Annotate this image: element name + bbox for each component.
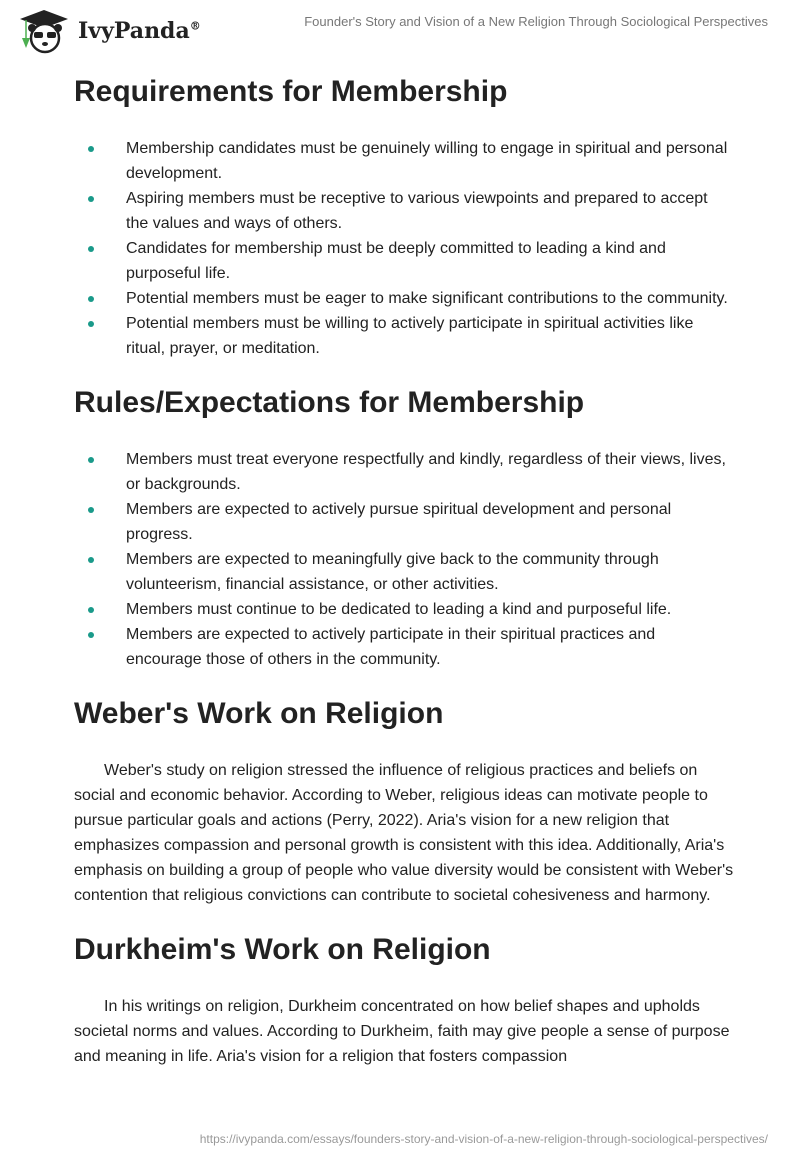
- requirements-list: [74, 136, 734, 361]
- bullet-icon: [88, 146, 94, 152]
- section-heading: Rules/Expectations for Membership: [74, 386, 585, 419]
- paragraph: In his writings on religion, Durkheim concentrated on how belief shapes and upholds societal norms and values. According to Durkheim, faith may give people a sense of purpose and meaning in life. Aria's vision for a religion that fosters compassion: [74, 998, 730, 1065]
- source-url[interactable]: https://ivypanda.com/essays/founders-story-and-vision-of-a-new-religion-through-sociological-perspectives/: [199, 1132, 768, 1146]
- bullet-icon: [88, 607, 94, 613]
- article-content: [74, 70, 734, 1089]
- list-item: Members are expected to actively pursue spiritual development and personal progress.: [74, 497, 734, 547]
- bullet-icon: [88, 457, 94, 463]
- header: [0, 0, 800, 60]
- bullet-icon: [88, 507, 94, 513]
- logo-text: IvyPanda®: [78, 18, 201, 44]
- list-item: Potential members must be eager to make significant contributions to the community.: [74, 286, 734, 311]
- section-heading: Requirements for Membership: [74, 75, 508, 108]
- document-title: Founder's Story and Vision of a New Religion Through Sociological Perspectives: [304, 14, 768, 29]
- list-item: Members are expected to actively participate in their spiritual practices and encourage those of others in the community.: [74, 622, 734, 672]
- list-item: Potential members must be willing to actively participate in spiritual activities like ritual, prayer, or meditation.: [74, 311, 734, 361]
- list-item: Membership candidates must be genuinely willing to engage in spiritual and personal development.: [74, 136, 734, 186]
- list-item: Aspiring members must be receptive to various viewpoints and prepared to accept the values and ways of others.: [74, 186, 734, 236]
- bullet-icon: [88, 557, 94, 563]
- bullet-icon: [88, 196, 94, 202]
- bullet-icon: [88, 246, 94, 252]
- ivypanda-logo[interactable]: [18, 8, 201, 54]
- section-heading: Weber's Work on Religion: [74, 697, 444, 730]
- paragraph: Weber's study on religion stressed the influence of religious practices and beliefs on social and economic behavior. According to Weber, religious ideas can motivate people to pursue particular goals and actions (Perry, 2022). Aria's vision for a new religion that emphasizes compassion and personal growth is consistent with this idea. Additionally, Aria's emphasis on building a group of people who value diversity would be consistent with Weber's contention that religious convictions can contribute to societal cohesiveness and harmony.: [74, 762, 734, 904]
- bullet-icon: [88, 296, 94, 302]
- list-item: Candidates for membership must be deeply committed to leading a kind and purposeful life.: [74, 236, 734, 286]
- list-item: Members are expected to meaningfully give back to the community through volunteerism, financial assistance, or other activities.: [74, 547, 734, 597]
- list-item: Members must treat everyone respectfully and kindly, regardless of their views, lives, or backgrounds.: [74, 447, 734, 497]
- rules-list: [74, 447, 734, 672]
- list-item: Members must continue to be dedicated to leading a kind and purposeful life.: [74, 597, 734, 622]
- section-heading: Durkheim's Work on Religion: [74, 933, 491, 966]
- bullet-icon: [88, 632, 94, 638]
- bullet-icon: [88, 321, 94, 327]
- panda-graduate-icon: [18, 8, 70, 54]
